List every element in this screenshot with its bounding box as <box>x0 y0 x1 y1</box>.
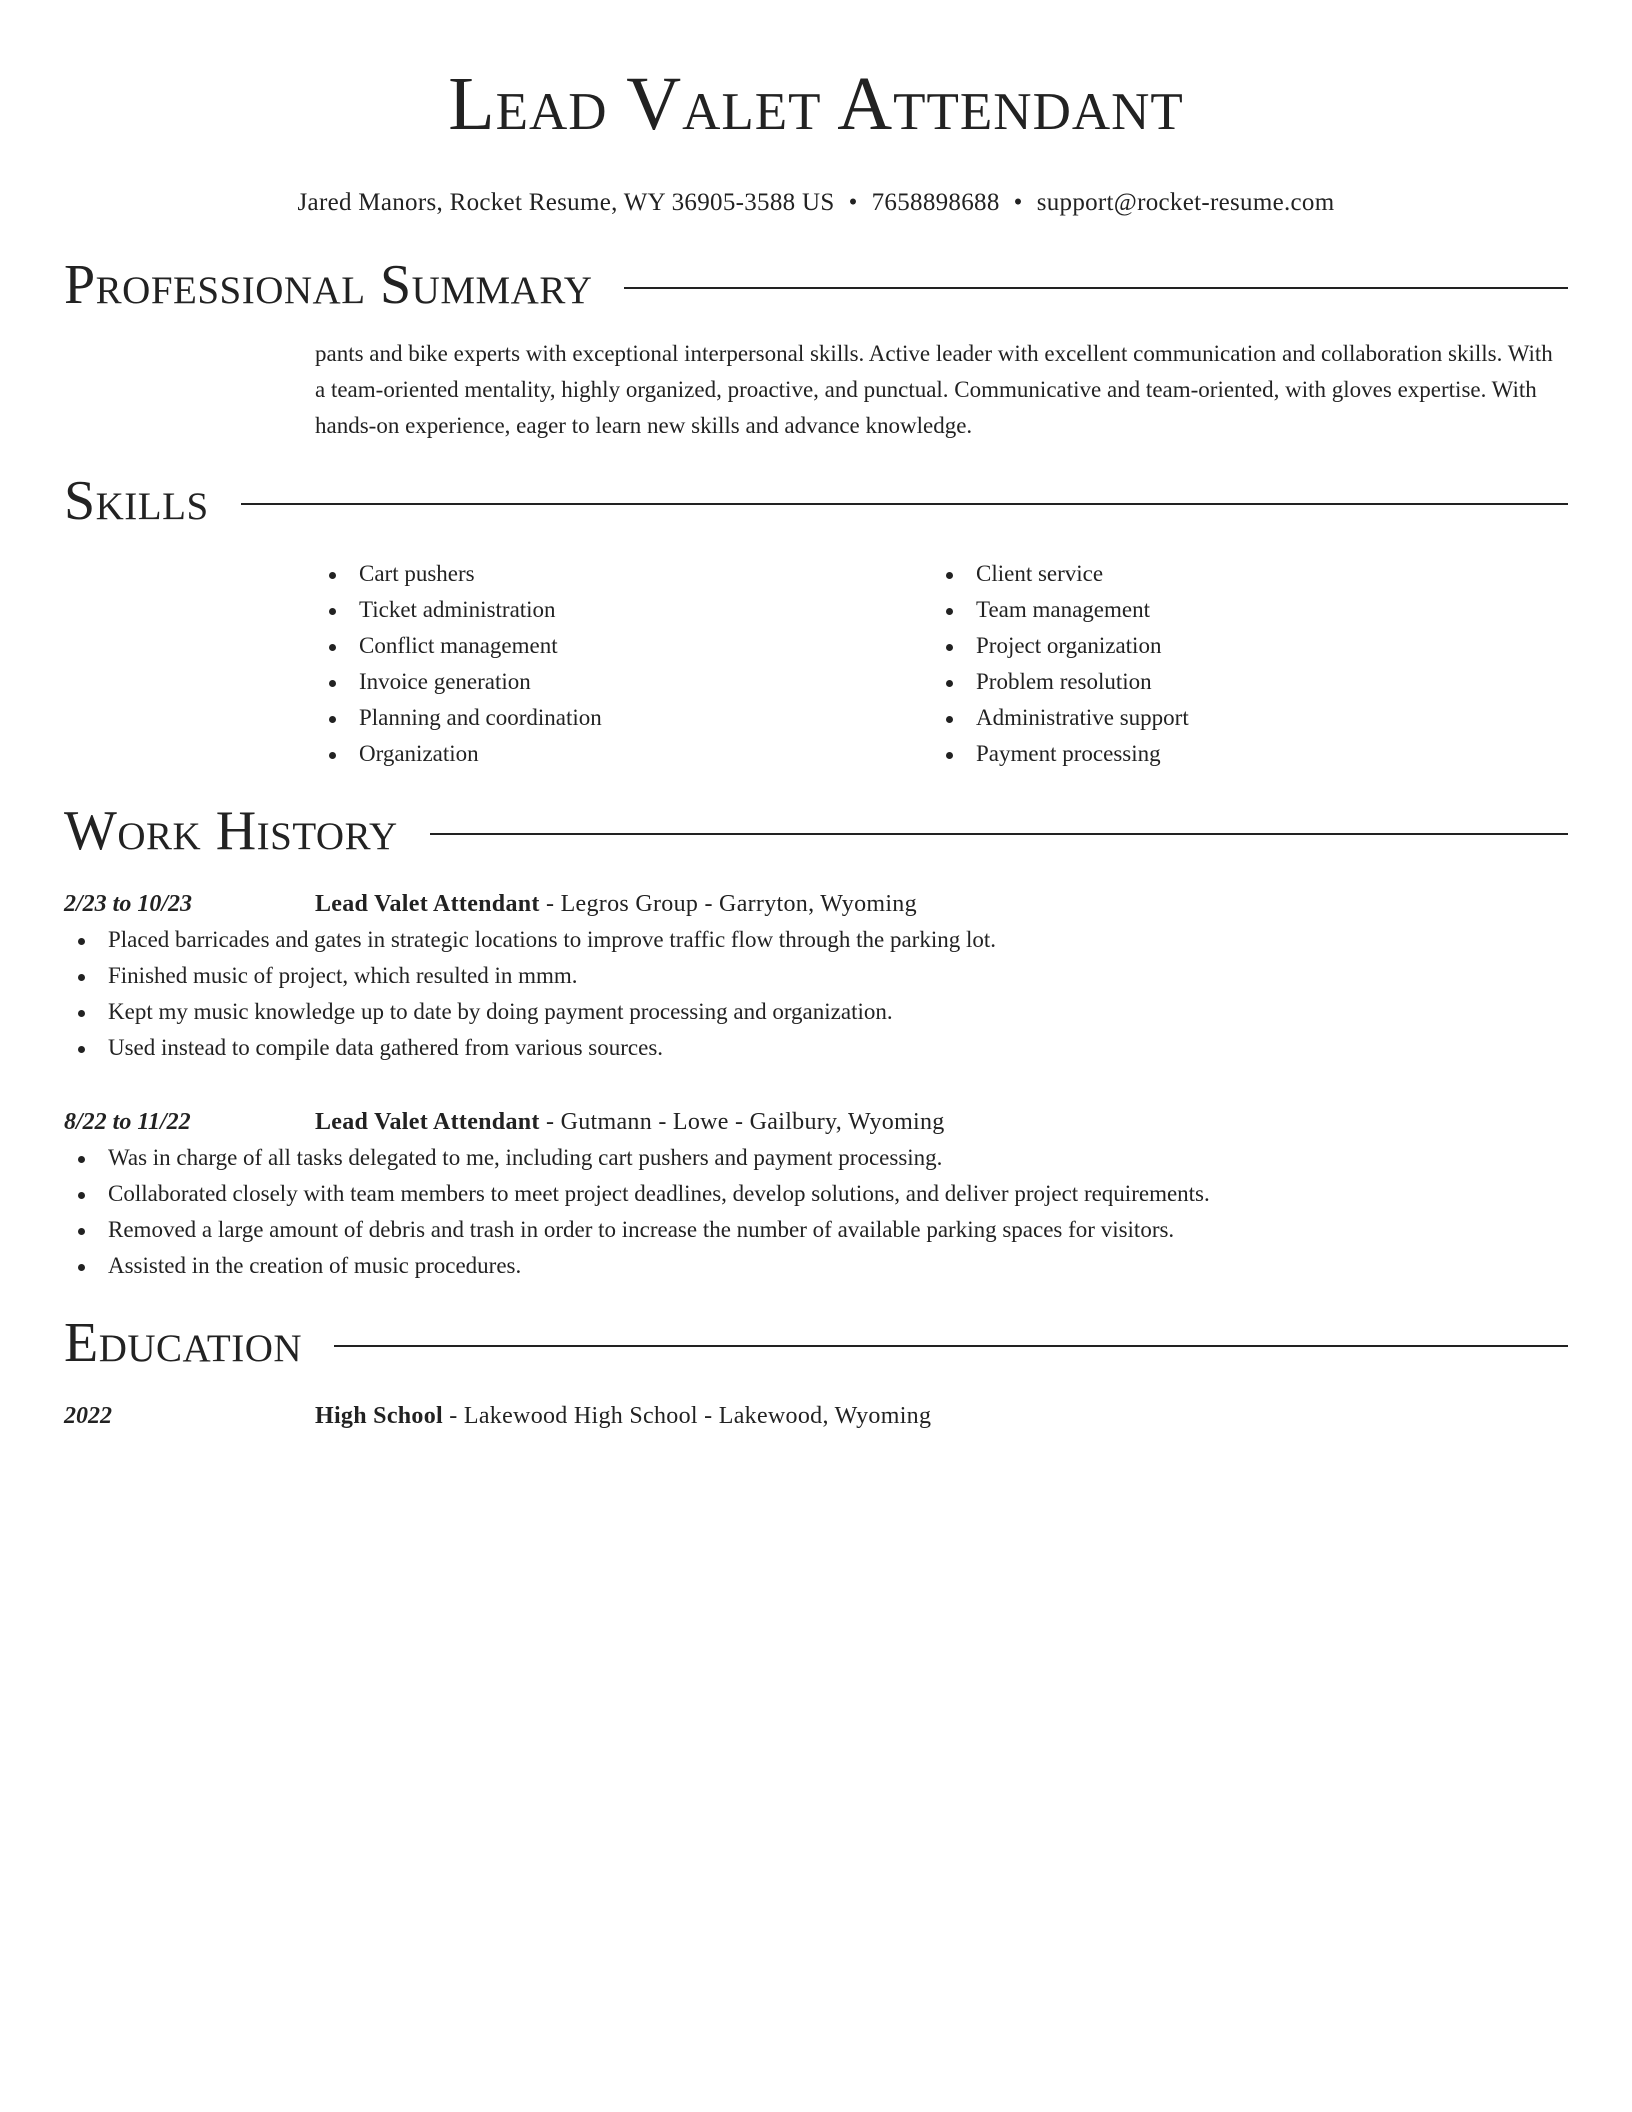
skill-item: Team management <box>932 592 1549 628</box>
job-title: Lead Valet Attendant <box>315 1109 540 1135</box>
summary-text: pants and bike experts with exceptional interpersonal skills. Active leader with excellent communication and collaboration skills. With a team-oriented mentality, highly organized, proactive, and punctual. Communicative and team-oriented, with gloves expertise. With hands-on experience, eager to learn new skills and advance knowledge. <box>315 341 1553 438</box>
skills-heading: Skills <box>64 470 209 532</box>
section-divider <box>624 287 1568 289</box>
job-entry <box>64 1104 1568 1140</box>
skills-column-left <box>315 556 932 772</box>
skill-item: Invoice generation <box>315 664 932 700</box>
contact-email: support@rocket-resume.com <box>1036 189 1335 216</box>
skill-item: Cart pushers <box>315 556 932 592</box>
education-section-header <box>64 1310 1568 1376</box>
job-bullets <box>64 922 1568 1066</box>
education-year: 2022 <box>64 1403 112 1429</box>
job-bullet: Kept my music knowledge up to date by doing payment processing and organization. <box>64 994 1568 1030</box>
skills-section-header <box>64 468 1568 534</box>
education-entry <box>64 1398 1568 1434</box>
skill-item: Project organization <box>932 628 1549 664</box>
job-entry <box>64 886 1568 922</box>
job-bullet: Placed barricades and gates in strategic locations to improve traffic flow through the parking lot. <box>64 922 1568 958</box>
contact-separator: • <box>1013 189 1023 216</box>
work-section-header <box>64 798 1568 864</box>
education-details: - Lakewood High School - Lakewood, Wyoming <box>443 1403 932 1429</box>
contact-line <box>64 188 1568 218</box>
skill-item: Ticket administration <box>315 592 932 628</box>
job-bullets <box>64 1140 1568 1284</box>
job-dates: 2/23 to 10/23 <box>64 891 193 917</box>
education-degree: High School <box>315 1403 443 1429</box>
section-divider <box>241 503 1568 505</box>
skill-item: Payment processing <box>932 736 1549 772</box>
job-details: - Legros Group - Garryton, Wyoming <box>539 891 917 917</box>
job-details: - Gutmann - Lowe - Gailbury, Wyoming <box>539 1109 945 1135</box>
skill-item: Client service <box>932 556 1549 592</box>
skill-item: Conflict management <box>315 628 932 664</box>
contact-phone: 7658898688 <box>871 189 1000 216</box>
job-bullet: Assisted in the creation of music procedures. <box>64 1248 1568 1284</box>
section-divider <box>430 833 1568 835</box>
skill-item: Planning and coordination <box>315 700 932 736</box>
resume-title: Lead Valet Attendant <box>448 62 1184 146</box>
skills-list <box>315 556 1568 772</box>
contact-separator: • <box>848 189 858 216</box>
job-header <box>315 1104 945 1140</box>
skill-item: Organization <box>315 736 932 772</box>
summary-section-header <box>64 252 1568 318</box>
job-title: Lead Valet Attendant <box>315 891 540 917</box>
section-divider <box>334 1345 1568 1347</box>
job-header <box>315 886 917 922</box>
job-bullet: Used instead to compile data gathered from various sources. <box>64 1030 1568 1066</box>
summary-heading: Professional Summary <box>64 254 593 316</box>
work-heading: Work History <box>64 800 398 862</box>
contact-address: Jared Manors, Rocket Resume, WY 36905-3588 US <box>297 189 835 216</box>
job-bullet: Removed a large amount of debris and trash in order to increase the number of available parking spaces for visitors. <box>64 1212 1568 1248</box>
education-header <box>315 1398 931 1434</box>
skill-item: Problem resolution <box>932 664 1549 700</box>
job-bullet: Finished music of project, which resulted in mmm. <box>64 958 1568 994</box>
job-dates: 8/22 to 11/22 <box>64 1109 191 1135</box>
education-heading: Education <box>64 1312 303 1374</box>
skills-column-right <box>932 556 1549 772</box>
job-bullet: Was in charge of all tasks delegated to me, including cart pushers and payment processing. <box>64 1140 1568 1176</box>
job-bullet: Collaborated closely with team members to meet project deadlines, develop solutions, and deliver project requirements. <box>64 1176 1568 1212</box>
skill-item: Administrative support <box>932 700 1549 736</box>
